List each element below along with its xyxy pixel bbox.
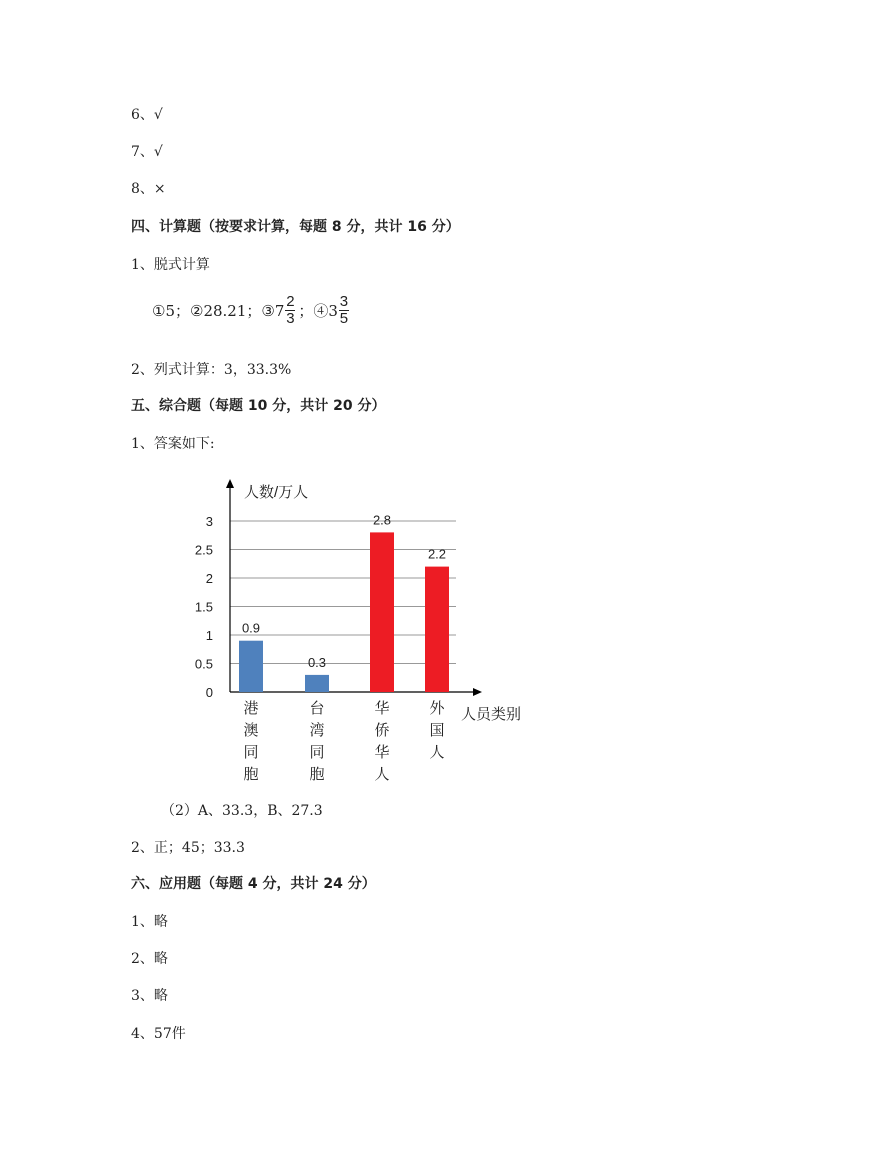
- y-tick-label: 2: [205, 571, 213, 586]
- y-axis-arrow-icon: [226, 479, 234, 488]
- section-5-sub-answer: （2）A、33.3，B、27.3: [161, 803, 323, 819]
- category-label: 侨: [374, 722, 390, 739]
- fraction-numerator: 2: [286, 293, 295, 310]
- y-tick-label: 1: [205, 628, 213, 643]
- x-axis-arrow-icon: [473, 688, 482, 696]
- y-tick-label: 0: [205, 685, 213, 700]
- fraction-denominator: 5: [339, 310, 349, 327]
- fraction-two-thirds: [285, 294, 295, 327]
- x-axis-label: 人员类别: [461, 706, 522, 723]
- section-6-item-2: 2、略: [131, 951, 168, 967]
- section-4-q1: 1、脱式计算: [131, 257, 210, 273]
- fraction-numerator: 3: [339, 293, 349, 310]
- bar-value-label: 0.9: [241, 620, 261, 636]
- section-5-heading: 五、综合题（每题 10 分，共计 20 分）: [131, 398, 386, 414]
- category-label: 胞: [309, 766, 325, 783]
- section-6-item-1: 1、略: [131, 914, 168, 930]
- category-label: 同: [243, 744, 259, 761]
- section-6-item-4: 4、57件: [131, 1026, 186, 1042]
- answer-8: 8、×: [131, 181, 166, 197]
- bar-value-label: 2.8: [372, 512, 392, 528]
- y-axis-label: 人数/万人: [244, 484, 309, 501]
- category-label: 同: [309, 744, 325, 761]
- calc-answers: [152, 294, 352, 327]
- category-label: 国: [429, 722, 445, 739]
- y-tick-label: 1.5: [194, 599, 213, 615]
- category-label: 湾: [309, 722, 325, 739]
- category-label: 华: [374, 700, 390, 717]
- category-label: 港: [243, 700, 259, 717]
- category-label: 华: [374, 744, 390, 761]
- calc-answer-text-2: ；④3: [298, 302, 338, 320]
- category-label: 台: [309, 700, 325, 717]
- answer-7: 7、√: [131, 144, 163, 160]
- section-6-heading: 六、应用题（每题 4 分，共计 24 分）: [131, 876, 376, 892]
- y-tick-label: 2.5: [194, 542, 213, 558]
- bar-value-label: 0.3: [307, 654, 327, 670]
- bar-value-label: 2.2: [427, 546, 447, 562]
- bar: [239, 641, 263, 692]
- calc-answer-text-1: ①5；②28.21；③7: [152, 302, 285, 320]
- y-tick-label: 3: [205, 514, 213, 529]
- bar: [370, 532, 394, 692]
- answer-6: 6、√: [131, 107, 163, 123]
- section-6-item-3: 3、略: [131, 988, 168, 1004]
- category-label: 外: [429, 700, 445, 717]
- section-4-q2: 2、列式计算：3，33.3%: [131, 362, 292, 378]
- category-label: 胞: [243, 766, 259, 783]
- section-5-q2: 2、正；45；33.3: [131, 840, 245, 856]
- bar: [305, 675, 329, 692]
- section-4-heading: 四、计算题（按要求计算，每题 8 分，共计 16 分）: [131, 219, 460, 235]
- y-tick-label: 0.5: [194, 656, 213, 672]
- category-label: 人: [374, 766, 390, 783]
- fraction-denominator: 3: [286, 310, 295, 327]
- category-label: 澳: [243, 722, 259, 739]
- category-label: 人: [429, 744, 445, 761]
- section-5-q1: 1、答案如下:: [131, 436, 215, 452]
- bar: [425, 567, 449, 692]
- fraction-three-fifths: [339, 294, 349, 327]
